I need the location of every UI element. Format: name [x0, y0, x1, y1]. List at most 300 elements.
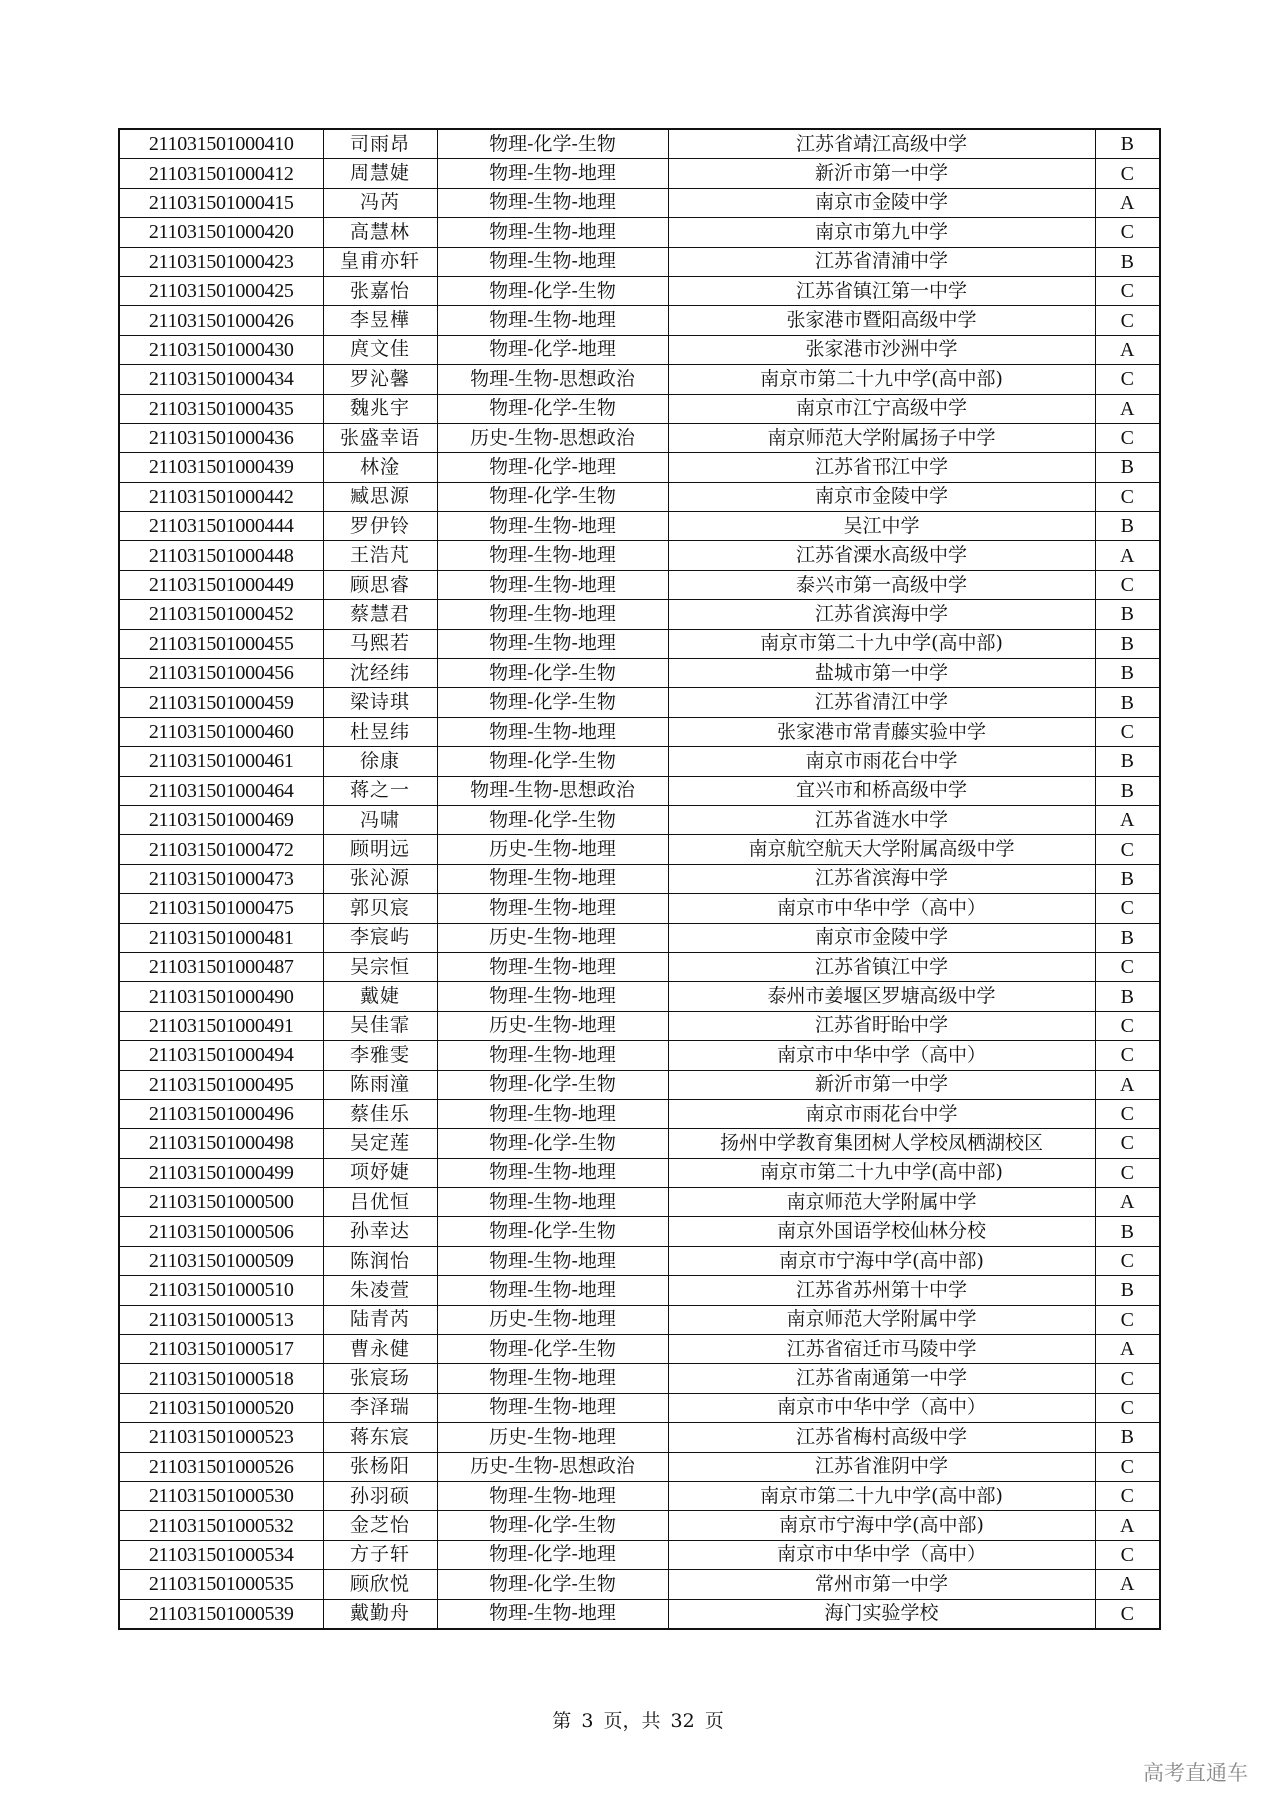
grade-cell: B	[1095, 776, 1160, 805]
table-row	[119, 1511, 1160, 1540]
table-row	[119, 1011, 1160, 1040]
exam-id-cell: 211031501000539	[119, 1599, 323, 1629]
subject-combo-cell: 物理-化学-生物	[437, 805, 668, 834]
roster-body	[119, 129, 1160, 1629]
subject-combo-cell: 物理-生物-地理	[437, 159, 668, 188]
subject-combo-cell: 物理-化学-生物	[437, 688, 668, 717]
exam-id-cell: 211031501000444	[119, 512, 323, 541]
table-row	[119, 218, 1160, 247]
table-row	[119, 1393, 1160, 1422]
student-name-cell: 罗沁馨	[323, 365, 437, 394]
grade-cell: B	[1095, 1217, 1160, 1246]
student-name-cell: 顾思睿	[323, 570, 437, 599]
table-row	[119, 129, 1160, 159]
student-name-cell: 王浩芃	[323, 541, 437, 570]
table-row	[119, 306, 1160, 335]
student-name-cell: 臧思源	[323, 482, 437, 511]
exam-id-cell: 211031501000475	[119, 894, 323, 923]
student-name-cell: 吴定莲	[323, 1129, 437, 1158]
exam-id-cell: 211031501000415	[119, 188, 323, 217]
student-name-cell: 皇甫亦轩	[323, 247, 437, 276]
school-cell: 泰兴市第一高级中学	[668, 570, 1095, 599]
subject-combo-cell: 历史-生物-思想政治	[437, 1452, 668, 1481]
student-name-cell: 周慧婕	[323, 159, 437, 188]
exam-id-cell: 211031501000534	[119, 1540, 323, 1569]
exam-id-cell: 211031501000464	[119, 776, 323, 805]
student-name-cell: 张沁源	[323, 864, 437, 893]
student-name-cell: 蔡佳乐	[323, 1099, 437, 1128]
subject-combo-cell: 历史-生物-地理	[437, 1011, 668, 1040]
school-cell: 南京市第九中学	[668, 218, 1095, 247]
subject-combo-cell: 物理-化学-生物	[437, 129, 668, 159]
school-cell: 南京市金陵中学	[668, 482, 1095, 511]
school-cell: 南京市第二十九中学(高中部)	[668, 365, 1095, 394]
subject-combo-cell: 物理-生物-地理	[437, 1393, 668, 1422]
school-cell: 南京市宁海中学(高中部)	[668, 1246, 1095, 1275]
subject-combo-cell: 物理-生物-思想政治	[437, 776, 668, 805]
table-row	[119, 159, 1160, 188]
exam-id-cell: 211031501000436	[119, 423, 323, 452]
student-name-cell: 林淦	[323, 453, 437, 482]
exam-id-cell: 211031501000513	[119, 1305, 323, 1334]
grade-cell: C	[1095, 570, 1160, 599]
student-name-cell: 吴佳霏	[323, 1011, 437, 1040]
subject-combo-cell: 物理-生物-地理	[437, 1158, 668, 1187]
school-cell: 泰州市姜堰区罗塘高级中学	[668, 982, 1095, 1011]
grade-cell: C	[1095, 423, 1160, 452]
subject-combo-cell: 物理-生物-地理	[437, 982, 668, 1011]
table-row	[119, 747, 1160, 776]
subject-combo-cell: 物理-生物-地理	[437, 1481, 668, 1510]
table-row	[119, 247, 1160, 276]
subject-combo-cell: 物理-生物-地理	[437, 1099, 668, 1128]
subject-combo-cell: 历史-生物-地理	[437, 1305, 668, 1334]
student-name-cell: 李泽瑞	[323, 1393, 437, 1422]
school-cell: 江苏省梅村高级中学	[668, 1423, 1095, 1452]
grade-cell: C	[1095, 1158, 1160, 1187]
table-row	[119, 1041, 1160, 1070]
table-row	[119, 600, 1160, 629]
subject-combo-cell: 物理-化学-生物	[437, 1217, 668, 1246]
school-cell: 南京市金陵中学	[668, 188, 1095, 217]
exam-id-cell: 211031501000449	[119, 570, 323, 599]
grade-cell: A	[1095, 188, 1160, 217]
table-row	[119, 1188, 1160, 1217]
grade-cell: C	[1095, 1305, 1160, 1334]
exam-id-cell: 211031501000460	[119, 717, 323, 746]
grade-cell: C	[1095, 482, 1160, 511]
grade-cell: B	[1095, 1423, 1160, 1452]
subject-combo-cell: 物理-生物-地理	[437, 864, 668, 893]
school-cell: 江苏省盱眙中学	[668, 1011, 1095, 1040]
exam-id-cell: 211031501000434	[119, 365, 323, 394]
subject-combo-cell: 物理-生物-地理	[437, 629, 668, 658]
student-name-cell: 庹文佳	[323, 335, 437, 364]
school-cell: 常州市第一中学	[668, 1570, 1095, 1599]
table-row	[119, 1217, 1160, 1246]
subject-combo-cell: 物理-化学-生物	[437, 1511, 668, 1540]
exam-id-cell: 211031501000448	[119, 541, 323, 570]
subject-combo-cell: 物理-生物-地理	[437, 1246, 668, 1275]
subject-combo-cell: 物理-生物-地理	[437, 1599, 668, 1629]
grade-cell: C	[1095, 1481, 1160, 1510]
grade-cell: A	[1095, 1188, 1160, 1217]
table-row	[119, 805, 1160, 834]
subject-combo-cell: 物理-化学-生物	[437, 659, 668, 688]
student-name-cell: 冯芮	[323, 188, 437, 217]
school-cell: 江苏省南通第一中学	[668, 1364, 1095, 1393]
table-row	[119, 1246, 1160, 1275]
grade-cell: B	[1095, 1276, 1160, 1305]
exam-id-cell: 211031501000473	[119, 864, 323, 893]
student-name-cell: 陈雨潼	[323, 1070, 437, 1099]
exam-id-cell: 211031501000459	[119, 688, 323, 717]
subject-combo-cell: 物理-化学-生物	[437, 276, 668, 305]
grade-cell: B	[1095, 247, 1160, 276]
grade-cell: B	[1095, 923, 1160, 952]
subject-combo-cell: 物理-化学-生物	[437, 1129, 668, 1158]
table-row	[119, 482, 1160, 511]
subject-combo-cell: 物理-生物-地理	[437, 1364, 668, 1393]
grade-cell: A	[1095, 394, 1160, 423]
grade-cell: C	[1095, 159, 1160, 188]
exam-id-cell: 211031501000435	[119, 394, 323, 423]
table-row	[119, 188, 1160, 217]
student-name-cell: 陈润怡	[323, 1246, 437, 1275]
table-row	[119, 1276, 1160, 1305]
grade-cell: A	[1095, 1511, 1160, 1540]
school-cell: 南京航空航天大学附属高级中学	[668, 835, 1095, 864]
exam-id-cell: 211031501000425	[119, 276, 323, 305]
grade-cell: C	[1095, 1364, 1160, 1393]
grade-cell: C	[1095, 276, 1160, 305]
table-row	[119, 570, 1160, 599]
school-cell: 江苏省镇江第一中学	[668, 276, 1095, 305]
school-cell: 南京市第二十九中学(高中部)	[668, 629, 1095, 658]
table-row	[119, 659, 1160, 688]
student-name-cell: 朱凌萱	[323, 1276, 437, 1305]
student-name-cell: 陆青芮	[323, 1305, 437, 1334]
table-row	[119, 1099, 1160, 1128]
school-cell: 江苏省清江中学	[668, 688, 1095, 717]
table-row	[119, 1129, 1160, 1158]
subject-combo-cell: 物理-化学-生物	[437, 1335, 668, 1364]
exam-id-cell: 211031501000498	[119, 1129, 323, 1158]
table-row	[119, 952, 1160, 981]
exam-id-cell: 211031501000520	[119, 1393, 323, 1422]
student-name-cell: 马熙若	[323, 629, 437, 658]
student-name-cell: 张宸玚	[323, 1364, 437, 1393]
school-cell: 南京市中华中学（高中）	[668, 1540, 1095, 1569]
subject-combo-cell: 物理-生物-地理	[437, 1188, 668, 1217]
student-name-cell: 沈经纬	[323, 659, 437, 688]
school-cell: 盐城市第一中学	[668, 659, 1095, 688]
table-row	[119, 1364, 1160, 1393]
grade-cell: C	[1095, 1599, 1160, 1629]
grade-cell: C	[1095, 365, 1160, 394]
school-cell: 江苏省涟水中学	[668, 805, 1095, 834]
subject-combo-cell: 物理-生物-地理	[437, 570, 668, 599]
subject-combo-cell: 物理-生物-地理	[437, 218, 668, 247]
grade-cell: A	[1095, 805, 1160, 834]
exam-id-cell: 211031501000426	[119, 306, 323, 335]
exam-id-cell: 211031501000491	[119, 1011, 323, 1040]
student-name-cell: 张盛幸语	[323, 423, 437, 452]
grade-cell: C	[1095, 835, 1160, 864]
exam-id-cell: 211031501000494	[119, 1041, 323, 1070]
school-cell: 南京市江宁高级中学	[668, 394, 1095, 423]
grade-cell: A	[1095, 1335, 1160, 1364]
subject-combo-cell: 物理-生物-地理	[437, 188, 668, 217]
grade-cell: A	[1095, 335, 1160, 364]
student-name-cell: 李昱樺	[323, 306, 437, 335]
exam-id-cell: 211031501000530	[119, 1481, 323, 1510]
exam-id-cell: 211031501000517	[119, 1335, 323, 1364]
school-cell: 江苏省溧水高级中学	[668, 541, 1095, 570]
grade-cell: B	[1095, 747, 1160, 776]
student-name-cell: 戴婕	[323, 982, 437, 1011]
student-name-cell: 李雅雯	[323, 1041, 437, 1070]
page-number: 第 3 页，共 32 页	[552, 1710, 724, 1732]
student-name-cell: 项妤婕	[323, 1158, 437, 1187]
subject-combo-cell: 历史-生物-地理	[437, 835, 668, 864]
table-row	[119, 1452, 1160, 1481]
grade-cell: C	[1095, 1540, 1160, 1569]
watermark-text: 高考直通车	[1143, 1761, 1248, 1785]
school-cell: 宜兴市和桥高级中学	[668, 776, 1095, 805]
school-cell: 南京市中华中学（高中）	[668, 1041, 1095, 1070]
student-name-cell: 罗伊铃	[323, 512, 437, 541]
exam-id-cell: 211031501000461	[119, 747, 323, 776]
student-name-cell: 蒋之一	[323, 776, 437, 805]
exam-id-cell: 211031501000500	[119, 1188, 323, 1217]
school-cell: 张家港市沙洲中学	[668, 335, 1095, 364]
grade-cell: C	[1095, 952, 1160, 981]
grade-cell: C	[1095, 1129, 1160, 1158]
table-row	[119, 1540, 1160, 1569]
table-row	[119, 629, 1160, 658]
subject-combo-cell: 物理-化学-地理	[437, 453, 668, 482]
subject-combo-cell: 物理-生物-地理	[437, 1041, 668, 1070]
table-row	[119, 688, 1160, 717]
grade-cell: A	[1095, 1570, 1160, 1599]
school-cell: 新沂市第一中学	[668, 1070, 1095, 1099]
subject-combo-cell: 历史-生物-地理	[437, 923, 668, 952]
subject-combo-cell: 物理-生物-地理	[437, 1276, 668, 1305]
table-row	[119, 394, 1160, 423]
student-name-cell: 张嘉怡	[323, 276, 437, 305]
grade-cell: B	[1095, 629, 1160, 658]
student-name-cell: 蔡慧君	[323, 600, 437, 629]
exam-id-cell: 211031501000472	[119, 835, 323, 864]
student-name-cell: 梁诗琪	[323, 688, 437, 717]
subject-combo-cell: 物理-化学-生物	[437, 1070, 668, 1099]
student-name-cell: 冯啸	[323, 805, 437, 834]
grade-cell: B	[1095, 982, 1160, 1011]
exam-id-cell: 211031501000510	[119, 1276, 323, 1305]
table-row	[119, 717, 1160, 746]
school-cell: 扬州中学教育集团树人学校凤栖湖校区	[668, 1129, 1095, 1158]
exam-id-cell: 211031501000420	[119, 218, 323, 247]
table-row	[119, 1158, 1160, 1187]
table-row	[119, 982, 1160, 1011]
student-name-cell: 郭贝宸	[323, 894, 437, 923]
school-cell: 江苏省镇江中学	[668, 952, 1095, 981]
school-cell: 南京市第二十九中学(高中部)	[668, 1158, 1095, 1187]
exam-id-cell: 211031501000412	[119, 159, 323, 188]
school-cell: 新沂市第一中学	[668, 159, 1095, 188]
grade-cell: A	[1095, 1070, 1160, 1099]
student-name-cell: 孙幸达	[323, 1217, 437, 1246]
student-name-cell: 张杨阳	[323, 1452, 437, 1481]
school-cell: 张家港市暨阳高级中学	[668, 306, 1095, 335]
exam-id-cell: 211031501000469	[119, 805, 323, 834]
table-row	[119, 1570, 1160, 1599]
subject-combo-cell: 物理-生物-地理	[437, 247, 668, 276]
school-cell: 江苏省靖江高级中学	[668, 129, 1095, 159]
exam-id-cell: 211031501000442	[119, 482, 323, 511]
grade-cell: C	[1095, 1041, 1160, 1070]
subject-combo-cell: 历史-生物-思想政治	[437, 423, 668, 452]
table-row	[119, 1599, 1160, 1629]
table-row	[119, 423, 1160, 452]
exam-id-cell: 211031501000455	[119, 629, 323, 658]
school-cell: 南京市宁海中学(高中部)	[668, 1511, 1095, 1540]
school-cell: 吴江中学	[668, 512, 1095, 541]
exam-id-cell: 211031501000490	[119, 982, 323, 1011]
grade-cell: A	[1095, 541, 1160, 570]
student-name-cell: 李宸屿	[323, 923, 437, 952]
table-row	[119, 776, 1160, 805]
subject-combo-cell: 物理-生物-地理	[437, 717, 668, 746]
table-row	[119, 1070, 1160, 1099]
grade-cell: B	[1095, 129, 1160, 159]
subject-combo-cell: 物理-化学-生物	[437, 482, 668, 511]
student-name-cell: 顾欣悦	[323, 1570, 437, 1599]
exam-id-cell: 211031501000410	[119, 129, 323, 159]
school-cell: 南京师范大学附属扬子中学	[668, 423, 1095, 452]
student-name-cell: 蒋东宸	[323, 1423, 437, 1452]
grade-cell: C	[1095, 1011, 1160, 1040]
school-cell: 南京市中华中学（高中）	[668, 1393, 1095, 1422]
table-row	[119, 276, 1160, 305]
subject-combo-cell: 物理-生物-地理	[437, 952, 668, 981]
table-row	[119, 923, 1160, 952]
student-name-cell: 曹永健	[323, 1335, 437, 1364]
table-row	[119, 335, 1160, 364]
subject-combo-cell: 历史-生物-地理	[437, 1423, 668, 1452]
grade-cell: C	[1095, 1393, 1160, 1422]
exam-id-cell: 211031501000499	[119, 1158, 323, 1187]
exam-id-cell: 211031501000481	[119, 923, 323, 952]
school-cell: 南京市第二十九中学(高中部)	[668, 1481, 1095, 1510]
school-cell: 南京市中华中学（高中）	[668, 894, 1095, 923]
grade-cell: B	[1095, 453, 1160, 482]
exam-id-cell: 211031501000509	[119, 1246, 323, 1275]
table-row	[119, 541, 1160, 570]
exam-id-cell: 211031501000456	[119, 659, 323, 688]
student-name-cell: 孙羽硕	[323, 1481, 437, 1510]
exam-id-cell: 211031501000439	[119, 453, 323, 482]
student-name-cell: 金芝怡	[323, 1511, 437, 1540]
exam-id-cell: 211031501000506	[119, 1217, 323, 1246]
grade-cell: C	[1095, 717, 1160, 746]
grade-cell: C	[1095, 306, 1160, 335]
school-cell: 江苏省清浦中学	[668, 247, 1095, 276]
student-name-cell: 戴勤舟	[323, 1599, 437, 1629]
student-name-cell: 魏兆宇	[323, 394, 437, 423]
student-name-cell: 方子轩	[323, 1540, 437, 1569]
student-name-cell: 吴宗恒	[323, 952, 437, 981]
subject-combo-cell: 物理-生物-思想政治	[437, 365, 668, 394]
school-cell: 江苏省滨海中学	[668, 600, 1095, 629]
table-row	[119, 864, 1160, 893]
subject-combo-cell: 物理-生物-地理	[437, 600, 668, 629]
subject-combo-cell: 物理-生物-地理	[437, 512, 668, 541]
grade-cell: C	[1095, 1452, 1160, 1481]
school-cell: 南京市雨花台中学	[668, 1099, 1095, 1128]
school-cell: 南京市雨花台中学	[668, 747, 1095, 776]
school-cell: 江苏省宿迁市马陵中学	[668, 1335, 1095, 1364]
exam-id-cell: 211031501000495	[119, 1070, 323, 1099]
student-name-cell: 杜昱纬	[323, 717, 437, 746]
school-cell: 南京师范大学附属中学	[668, 1305, 1095, 1334]
table-row	[119, 1423, 1160, 1452]
table-row	[119, 894, 1160, 923]
subject-combo-cell: 物理-化学-生物	[437, 1570, 668, 1599]
school-cell: 江苏省淮阴中学	[668, 1452, 1095, 1481]
school-cell: 海门实验学校	[668, 1599, 1095, 1629]
school-cell: 江苏省苏州第十中学	[668, 1276, 1095, 1305]
table-row	[119, 512, 1160, 541]
table-row	[119, 365, 1160, 394]
exam-id-cell: 211031501000496	[119, 1099, 323, 1128]
exam-id-cell: 211031501000430	[119, 335, 323, 364]
school-cell: 江苏省邗江中学	[668, 453, 1095, 482]
school-cell: 江苏省滨海中学	[668, 864, 1095, 893]
subject-combo-cell: 物理-化学-地理	[437, 1540, 668, 1569]
subject-combo-cell: 物理-化学-地理	[437, 335, 668, 364]
student-name-cell: 司雨昂	[323, 129, 437, 159]
table-row	[119, 1305, 1160, 1334]
school-cell: 南京外国语学校仙林分校	[668, 1217, 1095, 1246]
subject-combo-cell: 物理-生物-地理	[437, 306, 668, 335]
grade-cell: C	[1095, 1246, 1160, 1275]
grade-cell: C	[1095, 218, 1160, 247]
grade-cell: B	[1095, 659, 1160, 688]
student-name-cell: 高慧林	[323, 218, 437, 247]
student-name-cell: 吕优恒	[323, 1188, 437, 1217]
school-cell: 南京市金陵中学	[668, 923, 1095, 952]
student-roster-table	[118, 128, 1161, 1630]
subject-combo-cell: 物理-化学-生物	[437, 394, 668, 423]
student-name-cell: 徐康	[323, 747, 437, 776]
grade-cell: B	[1095, 864, 1160, 893]
grade-cell: C	[1095, 894, 1160, 923]
exam-id-cell: 211031501000526	[119, 1452, 323, 1481]
subject-combo-cell: 物理-化学-生物	[437, 747, 668, 776]
exam-id-cell: 211031501000535	[119, 1570, 323, 1599]
grade-cell: B	[1095, 600, 1160, 629]
exam-id-cell: 211031501000487	[119, 952, 323, 981]
table-row	[119, 453, 1160, 482]
table-row	[119, 1481, 1160, 1510]
student-name-cell: 顾明远	[323, 835, 437, 864]
exam-id-cell: 211031501000532	[119, 1511, 323, 1540]
subject-combo-cell: 物理-生物-地理	[437, 894, 668, 923]
exam-id-cell: 211031501000523	[119, 1423, 323, 1452]
grade-cell: C	[1095, 1099, 1160, 1128]
